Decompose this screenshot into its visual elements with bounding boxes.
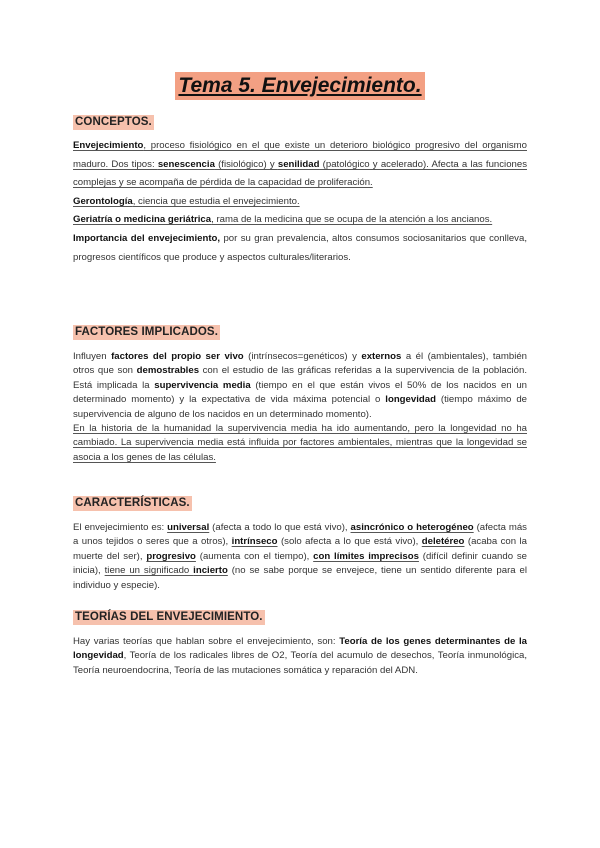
term-universal: universal <box>167 522 210 533</box>
term-senilidad: senilidad <box>277 158 320 170</box>
term-envejecimiento: Envejecimiento <box>73 140 144 151</box>
text: (fisiológico) y <box>214 158 278 170</box>
term-importancia: Importancia del envejecimiento, <box>73 232 221 244</box>
factores-body <box>73 350 527 465</box>
text: El envejecimiento es: <box>73 522 168 533</box>
term-gerontologia: Gerontología <box>73 195 133 207</box>
term-geriatria: Geriatría o medicina geriátrica <box>73 214 212 226</box>
term-incierto: incierto <box>193 565 228 577</box>
text: , ciencia que estudia el envejecimiento. <box>132 195 300 207</box>
text: (afecta a todo lo que está vivo), <box>209 522 351 533</box>
term-factores-propios: factores del propio ser vivo <box>111 351 244 362</box>
term-genes-longevidad: Teoría de los genes determinantes de la longevidad <box>73 636 527 662</box>
term-intrinseco: intrínseco <box>231 536 278 548</box>
paragraph-caracteristicas <box>73 521 527 593</box>
paragraph-gerontologia <box>73 193 527 212</box>
text: (no se sabe porque se envejece, tiene un sentido diferente para el individuo y especie). <box>73 565 527 591</box>
teorias-body <box>73 635 527 678</box>
term-senescencia: senescencia <box>157 158 215 170</box>
term-progresivo: progresivo <box>146 550 196 562</box>
term-limites-imprecisos: con límites imprecisos <box>313 550 419 562</box>
paragraph-factores <box>73 350 527 422</box>
text: , rama de la medicina que se ocupa de la atención a los ancianos. <box>211 214 493 226</box>
text: a él (ambientales), también otros que son <box>73 351 528 377</box>
text: con el estudio de las gráficas referidas a la supervivencia de la población. Está implicada la <box>73 365 527 391</box>
heading-caracteristicas: CARACTERÍSTICAS. <box>75 497 190 509</box>
text: , proceso fisiológico en el que existe un deterioro biológico progresivo del organismo maduro. Dos tipos: <box>73 140 527 170</box>
paragraph-historia: En la historia de la humanidad la supervivencia media ha ido aumentando, pero la longevidad no ha cambiado. La supervivencia media está influida por factores ambientales, mientras que la longevidad se asocia a los genes de las células. <box>73 423 527 463</box>
paragraph-importancia <box>73 230 527 267</box>
text: (difícil definir cuando se inicia), <box>73 550 528 577</box>
heading-teorias: TEORÍAS DEL ENVEJECIMIENTO. <box>75 611 263 623</box>
text: (afecta más a unos tejidos o seres que a otros), <box>73 522 527 548</box>
heading-conceptos: CONCEPTOS. <box>75 116 152 128</box>
title-wrap <box>0 72 600 100</box>
caracteristicas-body <box>73 521 527 593</box>
text: (patológico y acelerado). Afecta a las funciones complejas y se acompaña de pérdida de la capacidad de proliferación. <box>73 158 527 189</box>
term-supervivencia-media: supervivencia media <box>154 379 251 391</box>
text: (tiempo máximo de supervivencia de alguno de los nacidos en un determinado momento). <box>73 394 527 420</box>
text: (solo afecta a lo que está vivo), <box>277 536 422 548</box>
term-demostrables: demostrables <box>136 365 200 377</box>
text-significado: tiene un significado <box>104 565 194 577</box>
text: Influyen <box>73 351 112 362</box>
term-externos: externos <box>361 351 402 362</box>
text: (intrínsecos=genéticos) y <box>243 351 362 362</box>
page-title: Tema 5. Envejecimiento. <box>175 72 424 100</box>
paragraph-teorias <box>73 635 527 678</box>
text: por su gran prevalencia, altos consumos sociosanitarios que conlleva, progresos científicos que produce y aspectos culturales/literarios. <box>73 232 527 263</box>
text: (tiempo en el que están vivos el 50% de los nacidos en un determinado momento) y la expectativa de vida máxima potencial o <box>73 379 527 406</box>
paragraph-envejecimiento <box>73 137 527 193</box>
text: (aumenta con el tiempo), <box>195 550 314 562</box>
heading-factores: FACTORES IMPLICADOS. <box>75 326 218 338</box>
term-deletereo: deletéreo <box>421 536 465 548</box>
paragraph-geriatria <box>73 211 527 230</box>
text: (acaba con la muerte del ser), <box>73 536 527 562</box>
term-longevidad: longevidad <box>385 394 436 406</box>
text: , Teoría de los radicales libres de O2, Teoría del acumulo de desechos, Teoría inmunológica, Teoría neuroendocrina, Teoría de las mutaciones somática y reparación del ADN. <box>73 650 527 676</box>
term-asincronico: asincrónico o heterogéneo <box>350 522 474 533</box>
text: Hay varias teorías que hablan sobre el envejecimiento, son: <box>73 636 340 647</box>
conceptos-body <box>73 137 527 267</box>
